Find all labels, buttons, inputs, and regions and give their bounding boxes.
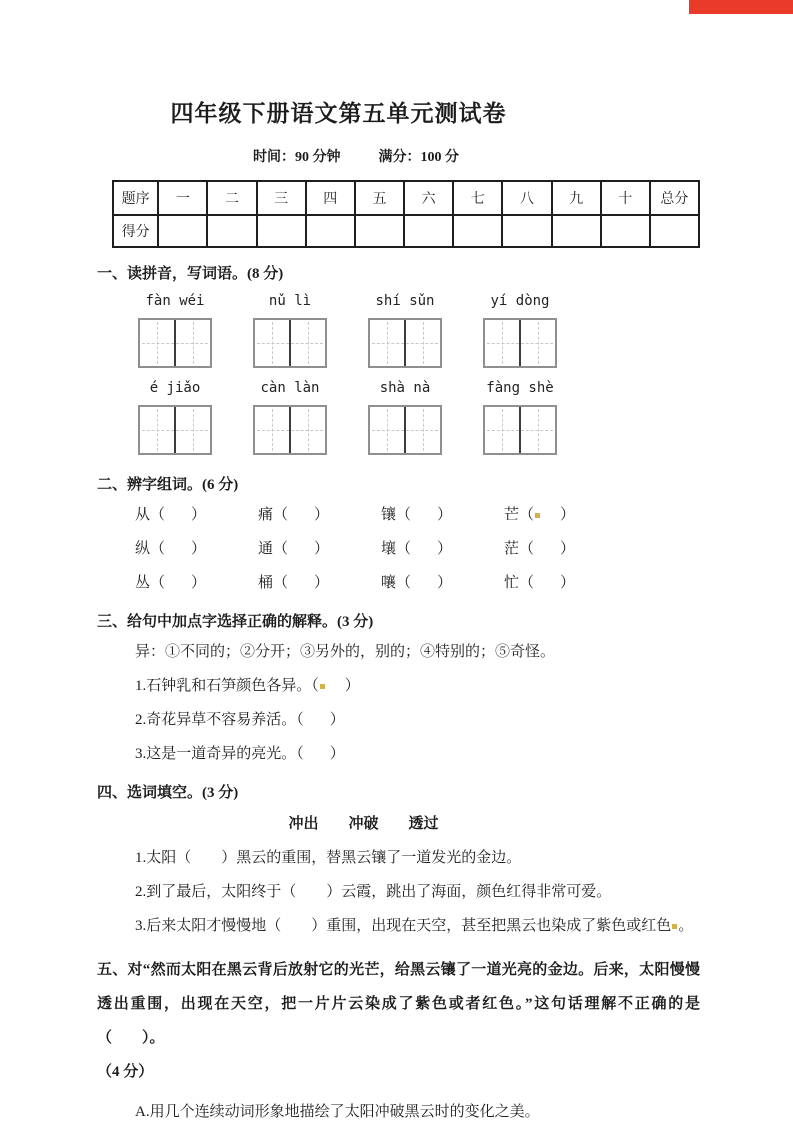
- char-blank: 镶（ ）: [381, 507, 453, 523]
- paren-open: （: [519, 541, 535, 557]
- score-row-label: 得分: [113, 215, 158, 247]
- paren-open: （: [273, 507, 289, 523]
- writing-grid: [138, 318, 212, 368]
- col-7: 七: [453, 181, 502, 215]
- word-bank: 冲出 冲破 透过: [288, 816, 439, 832]
- time-label: 时间：90 分钟: [253, 150, 341, 165]
- stray-dot: [535, 513, 540, 518]
- writing-grid: [368, 405, 442, 455]
- paren-open: （: [150, 507, 166, 523]
- col-2: 二: [207, 181, 256, 215]
- scan-red-marker: [689, 0, 793, 14]
- corner-cell: 题序: [113, 181, 158, 215]
- option-a: A.用几个连续动词形象地描绘了太阳冲破黑云时的变化之美。: [135, 1104, 540, 1120]
- paren-open: （: [150, 541, 166, 557]
- pinyin-grid-item: [138, 293, 212, 368]
- score-cell: [404, 215, 453, 247]
- section-three-heading: 三、给句中加点字选择正确的解释。(3 分): [97, 614, 374, 630]
- section-five-question: 五、对“然而太阳在黑云背后放射它的光芒，给黑云镶了一道光亮的金边。后来，太阳慢慢透出重围，出现在天空，把一片片云染成了紫色或者红色。”这句话理解不正确的是（ ）。: [97, 962, 700, 1046]
- stray-dot: [320, 684, 325, 689]
- paren-close: ）: [191, 575, 207, 591]
- paren-close: ）: [560, 507, 576, 523]
- col-1: 一: [158, 181, 207, 215]
- paren-close: ）: [437, 507, 453, 523]
- col-6: 六: [404, 181, 453, 215]
- fill-blank-item: 2.到了最后，太阳终于（ ）云霞，跳出了海面，颜色红得非常可爱。: [135, 884, 612, 900]
- paren-open: （: [519, 575, 535, 591]
- score-cell: [552, 215, 601, 247]
- stray-dot: [672, 924, 677, 929]
- score-cell: [355, 215, 404, 247]
- pinyin-grid-item: [138, 380, 212, 455]
- col-total: 总分: [650, 181, 699, 215]
- section-five-points: （4 分）: [97, 1064, 154, 1080]
- paren-open: （: [273, 575, 289, 591]
- paren-open: （: [396, 507, 412, 523]
- paren-open: （: [396, 541, 412, 557]
- writing-grid: [253, 405, 327, 455]
- char-blank: 壤（ ）: [381, 541, 453, 557]
- question-item: 1.石钟乳和石笋颜色各异。（ ）: [135, 678, 360, 694]
- col-5: 五: [355, 181, 404, 215]
- char-blank: 通（ ）: [258, 541, 330, 557]
- col-4: 四: [306, 181, 355, 215]
- paren-close: ）: [311, 918, 327, 934]
- char-compare-row: [135, 504, 700, 526]
- score-cell: [650, 215, 699, 247]
- writing-grid: [483, 318, 557, 368]
- paren-close: ）: [329, 712, 345, 728]
- writing-grid: [253, 318, 327, 368]
- pinyin-label: càn làn: [260, 380, 320, 396]
- col-9: 九: [552, 181, 601, 215]
- question-item: 3.这是一道奇异的亮光。（ ）: [135, 746, 345, 762]
- paren-close: ）: [326, 884, 342, 900]
- char-blank: 桶（ ）: [258, 575, 330, 591]
- score-table: [112, 180, 700, 248]
- pinyin-grid-item: [368, 293, 442, 368]
- pinyin-grid-row-1: [138, 293, 700, 368]
- pinyin-label: shà nà: [379, 380, 431, 396]
- char-compare-row: [135, 538, 700, 560]
- char-blank: 芒（ ）: [504, 507, 576, 523]
- paren-open: （: [281, 884, 297, 900]
- pinyin-label: fàng shè: [486, 380, 554, 396]
- char-blank: 忙（ ）: [504, 575, 576, 591]
- score-cell: [257, 215, 306, 247]
- paren-open: （: [273, 541, 289, 557]
- section-two-heading: 二、辨字组词。(6 分): [97, 477, 239, 493]
- pinyin-grid-item: [483, 293, 557, 368]
- char-blank: 从（ ）: [135, 507, 207, 523]
- fill-blank-item: 1.太阳（ ）黑云的重围，替黑云镶了一道发光的金边。: [135, 850, 522, 866]
- pinyin-grid-item: [368, 380, 442, 455]
- pinyin-grid-item: [253, 380, 327, 455]
- paren-close: ）: [437, 575, 453, 591]
- question-item: 2.奇花异草不容易养活。（ ）: [135, 712, 345, 728]
- pinyin-label: é jiǎo: [149, 380, 201, 396]
- pinyin-label: yí dòng: [490, 293, 550, 309]
- pinyin-grid-row-2: [138, 380, 700, 455]
- paren-open: （: [266, 918, 282, 934]
- col-10: 十: [601, 181, 650, 215]
- paren-open: （: [296, 746, 304, 762]
- score-cell: [601, 215, 650, 247]
- score-cell: [502, 215, 551, 247]
- char-blank: 嚷（ ）: [381, 575, 453, 591]
- pinyin-grid-item: [253, 293, 327, 368]
- section-four-heading: 四、选词填空。(3 分): [97, 785, 239, 801]
- section-one-heading: 一、读拼音，写词语。(8 分): [97, 266, 284, 282]
- paren-close: ）: [560, 541, 576, 557]
- char-blank: 茫（ ）: [504, 541, 576, 557]
- char-blank: 痛（ ）: [258, 507, 330, 523]
- char-compare-row: [135, 572, 700, 594]
- paren-open: （: [311, 678, 319, 694]
- paren-close: ）: [314, 575, 330, 591]
- col-8: 八: [502, 181, 551, 215]
- score-table-header-row: [113, 181, 699, 215]
- pinyin-label: fàn wéi: [145, 293, 205, 309]
- paren-close: ）: [191, 541, 207, 557]
- char-blank: 丛（ ）: [135, 575, 207, 591]
- fill-blank-item: 3.后来太阳才慢慢地（ ）重围，出现在天空，甚至把黑云也染成了紫色或红色 。: [135, 918, 694, 934]
- paren-close: ）: [191, 507, 207, 523]
- definitions-line: 异：①不同的；②分开；③另外的，别的；④特别的；⑤奇怪。: [135, 644, 556, 660]
- writing-grid: [138, 405, 212, 455]
- full-score-label: 满分：100 分: [378, 150, 459, 165]
- score-cell: [207, 215, 256, 247]
- writing-grid: [368, 318, 442, 368]
- paren-close: ）: [221, 850, 237, 866]
- exam-meta: [97, 146, 700, 166]
- col-3: 三: [257, 181, 306, 215]
- paren-open: （: [176, 850, 192, 866]
- paren-open: （: [296, 712, 304, 728]
- paren-open: （: [396, 575, 412, 591]
- paren-close: ）: [329, 746, 345, 762]
- pinyin-label: nǔ lì: [268, 293, 312, 309]
- paren-close: ）: [437, 541, 453, 557]
- paren-open: （: [519, 507, 535, 523]
- score-cell: [453, 215, 502, 247]
- pinyin-label: shí sǔn: [375, 293, 435, 309]
- paren-close: ）: [314, 541, 330, 557]
- paren-close: ）: [344, 678, 360, 694]
- pinyin-grid-item: [483, 380, 557, 455]
- writing-grid: [483, 405, 557, 455]
- paren-close: ）: [314, 507, 330, 523]
- score-table-score-row: [113, 215, 699, 247]
- paren-close: ）: [560, 575, 576, 591]
- char-blank: 纵（ ）: [135, 541, 207, 557]
- score-cell: [306, 215, 355, 247]
- score-cell: [158, 215, 207, 247]
- paren-open: （: [150, 575, 166, 591]
- page-title: 四年级下册语文第五单元测试卷: [170, 101, 507, 126]
